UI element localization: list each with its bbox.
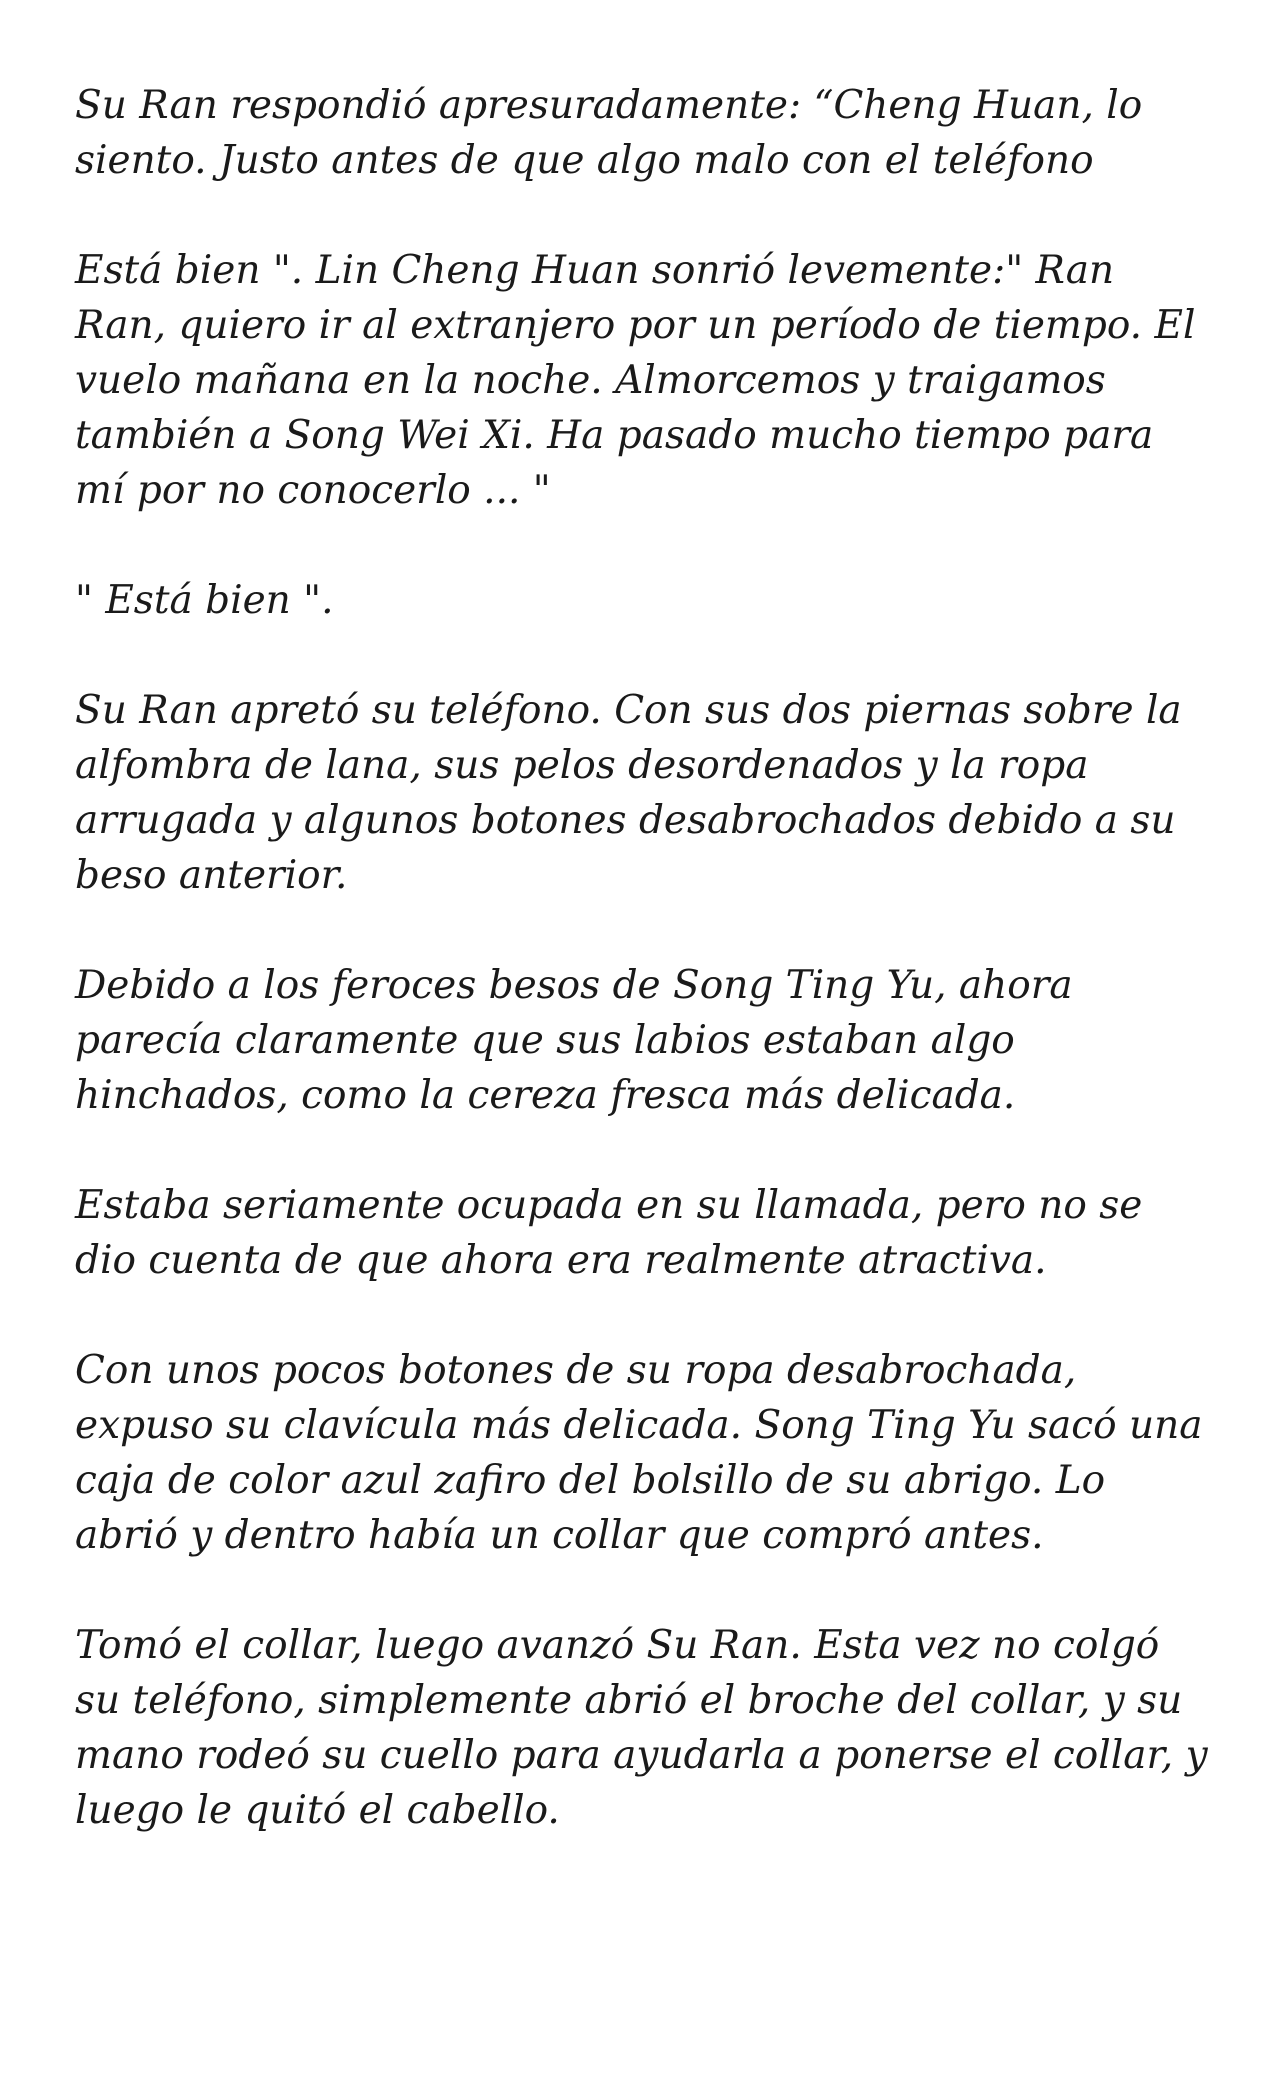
- paragraph-5: Debido a los feroces besos de Song Ting Yu, ahora parecía claramente que sus labios estaban algo hinchados, como la cereza fresca más delicada.: [75, 963, 1073, 1118]
- paragraph-4: Su Ran apretó su teléfono. Con sus dos piernas sobre la alfombra de lana, sus pelos desordenados y la ropa arrugada y algunos botones desabrochados debido a su beso anterior.: [75, 688, 1182, 898]
- paragraph-8: Tomó el collar, luego avanzó Su Ran. Esta vez no colgó su teléfono, simplemente abrió el broche del collar, y su mano rodeó su cuello para ayudarla a ponerse el collar, y luego le quitó el cabello.: [75, 1623, 1208, 1833]
- paragraph-3: " Está bien ".: [75, 578, 334, 623]
- paragraph-6: Estaba seriamente ocupada en su llamada, pero no se dio cuenta de que ahora era realmente atractiva.: [75, 1183, 1143, 1283]
- paragraph-1: Su Ran respondió apresuradamente: “Cheng Huan, lo siento. Justo antes de que algo malo con el teléfono: [75, 83, 1143, 183]
- paragraph-7: Con unos pocos botones de su ropa desabrochada, expuso su clavícula más delicada. Song Ting Yu sacó una caja de color azul zafiro del bolsillo de su abrigo. Lo abrió y dentro había un collar que compró antes.: [75, 1348, 1203, 1558]
- paragraph-2: Está bien ". Lin Cheng Huan sonrió levemente:" Ran Ran, quiero ir al extranjero por un período de tiempo. El vuelo mañana en la noche. Almorcemos y traigamos también a Song Wei Xi. Ha pasado mucho tiempo para mí por no conocerlo ... ": [75, 248, 1196, 513]
